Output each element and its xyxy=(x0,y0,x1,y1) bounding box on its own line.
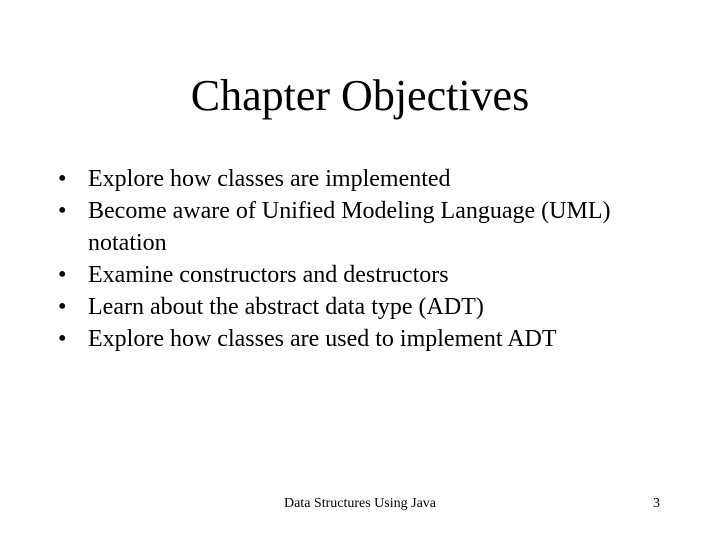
bullet-icon: • xyxy=(58,262,67,288)
slide-title: Chapter Objectives xyxy=(190,71,530,120)
bullet-icon: • xyxy=(58,294,67,320)
bullet-text: Become aware of Unified Modeling Language (UML) notation xyxy=(88,198,611,256)
bullet-item xyxy=(58,291,678,323)
bullet-list xyxy=(58,163,678,355)
bullet-text: Examine constructors and destructors xyxy=(88,262,449,288)
slide-footer: Data Structures Using Java xyxy=(283,496,437,511)
bullet-item xyxy=(58,259,678,291)
bullet-text: Explore how classes are used to implement ADT xyxy=(88,326,557,352)
bullet-text: Learn about the abstract data type (ADT) xyxy=(88,294,484,320)
bullet-item xyxy=(58,163,678,195)
bullet-icon: • xyxy=(58,198,67,224)
bullet-icon: • xyxy=(58,166,67,192)
bullet-item xyxy=(58,195,678,259)
bullet-icon: • xyxy=(58,326,67,352)
bullet-text: Explore how classes are implemented xyxy=(88,166,451,192)
bullet-item xyxy=(58,323,678,355)
page-number: 3 xyxy=(653,496,660,511)
